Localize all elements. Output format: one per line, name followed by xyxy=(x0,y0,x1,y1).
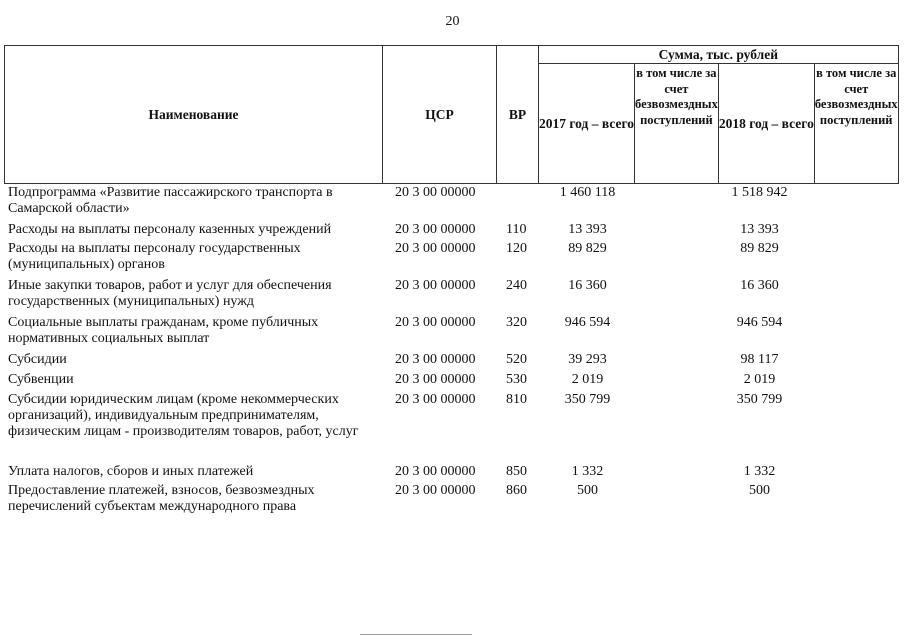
row-csr: 20 3 00 00000 xyxy=(395,315,476,330)
row-name: Расходы на выплаты персоналу казенных учреждений xyxy=(8,222,332,237)
row-csr: 20 3 00 00000 xyxy=(395,278,476,293)
budget-table-header xyxy=(4,45,899,184)
row-2018: 98 117 xyxy=(740,352,779,367)
row-2017: 500 xyxy=(577,483,598,498)
header-name: Наименование xyxy=(5,46,383,184)
row-2017: 946 594 xyxy=(564,315,611,330)
row-csr: 20 3 00 00000 xyxy=(395,185,476,200)
row-2017: 2 019 xyxy=(571,372,604,387)
row-name: Подпрограмма «Развитие пассажирского транспорта в Самарской области» xyxy=(8,185,333,216)
row-2018: 500 xyxy=(749,483,770,498)
row-2018: 946 594 xyxy=(736,315,783,330)
row-2018: 1 518 942 xyxy=(731,185,788,200)
row-vr: 520 xyxy=(506,352,527,367)
header-vr: ВР xyxy=(497,46,539,184)
row-2017: 16 360 xyxy=(568,278,607,293)
row-2018: 1 332 xyxy=(743,464,776,479)
row-vr: 110 xyxy=(506,222,527,237)
row-csr: 20 3 00 00000 xyxy=(395,241,476,256)
row-name: Субсидии xyxy=(8,352,67,367)
row-vr: 860 xyxy=(506,483,527,498)
row-2017: 350 799 xyxy=(564,392,611,407)
row-vr: 530 xyxy=(506,372,527,387)
row-2018: 350 799 xyxy=(736,392,783,407)
row-2017: 13 393 xyxy=(568,222,607,237)
row-csr: 20 3 00 00000 xyxy=(395,372,476,387)
page-number: 20 xyxy=(445,14,460,29)
footer-divider xyxy=(360,634,472,635)
row-2017: 39 293 xyxy=(568,352,607,367)
row-2018: 13 393 xyxy=(740,222,779,237)
row-2017: 1 460 118 xyxy=(559,185,616,200)
row-csr: 20 3 00 00000 xyxy=(395,352,476,367)
row-vr: 120 xyxy=(506,241,527,256)
header-2017-free: в том числе за счет безвозмездных поступлений xyxy=(635,64,719,184)
header-sum-group: Сумма, тыс. рублей xyxy=(539,46,899,64)
row-2018: 2 019 xyxy=(743,372,776,387)
row-2018: 16 360 xyxy=(740,278,779,293)
row-vr: 850 xyxy=(506,464,527,479)
header-2018-free: в том числе за счет безвозмездных поступлений xyxy=(814,64,898,184)
row-csr: 20 3 00 00000 xyxy=(395,222,476,237)
row-name: Предоставление платежей, взносов, безвозмездных перечислений субъектам международного права xyxy=(8,483,315,514)
row-name: Субсидии юридическим лицам (кроме некоммерческих организаций), индивидуальным предпринимателям, физическим лицам - производителям товаров, работ, услуг xyxy=(8,392,359,439)
row-name: Расходы на выплаты персоналу государственных (муниципальных) органов xyxy=(8,241,301,272)
row-csr: 20 3 00 00000 xyxy=(395,392,476,407)
row-name: Уплата налогов, сборов и иных платежей xyxy=(8,464,254,479)
header-2017-total: 2017 год – всего xyxy=(539,64,635,184)
row-name: Социальные выплаты гражданам, кроме публичных нормативных социальных выплат xyxy=(8,315,319,346)
row-csr: 20 3 00 00000 xyxy=(395,464,476,479)
row-2018: 89 829 xyxy=(740,241,779,256)
row-name: Иные закупки товаров, работ и услуг для обеспечения государственных (муниципальных) нужд xyxy=(8,278,332,309)
header-2018-total: 2018 год – всего xyxy=(718,64,814,184)
row-name: Субвенции xyxy=(8,372,74,387)
row-2017: 89 829 xyxy=(568,241,607,256)
row-vr: 320 xyxy=(506,315,527,330)
row-2017: 1 332 xyxy=(571,464,604,479)
row-vr: 810 xyxy=(506,392,527,407)
row-vr: 240 xyxy=(506,278,527,293)
row-csr: 20 3 00 00000 xyxy=(395,483,476,498)
header-csr: ЦСР xyxy=(383,46,497,184)
